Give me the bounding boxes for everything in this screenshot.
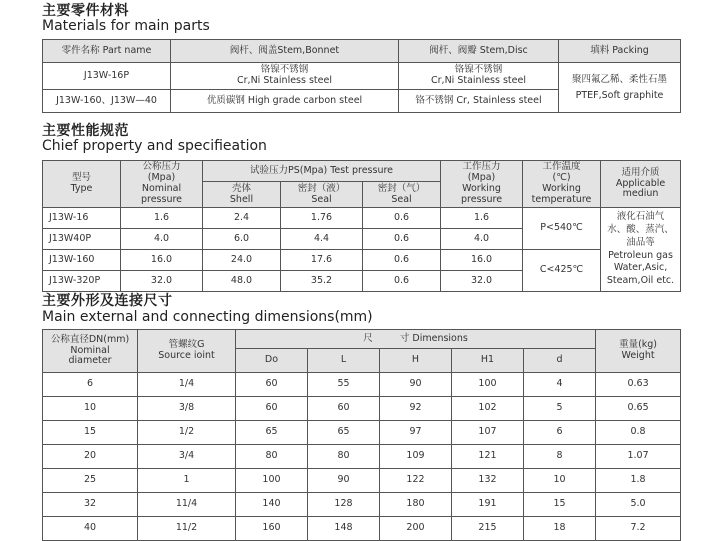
col-do: Do — [236, 349, 308, 373]
d-cell: 4 — [524, 373, 596, 397]
dimensions-header-row — [43, 330, 681, 349]
col-stem-bonnet: 阀杆、阀盖Stem,Bonnet — [171, 40, 399, 63]
do-cell: 80 — [236, 445, 308, 469]
do-cell: 140 — [236, 493, 308, 517]
materials-table — [42, 39, 681, 113]
dn-cell: 40 — [43, 517, 138, 541]
col-test-pressure: 试验压力PS(Mpa) Test pressure — [203, 161, 441, 182]
h1-cell: 100 — [452, 373, 524, 397]
property-table — [42, 160, 681, 292]
d-cell: 18 — [524, 517, 596, 541]
d-cell: 15 — [524, 493, 596, 517]
nominal-cell: 4.0 — [121, 229, 203, 250]
weight-cell: 5.0 — [596, 493, 681, 517]
seal-gas-cell: 0.6 — [363, 229, 441, 250]
seal-gas-cell: 0.6 — [363, 271, 441, 292]
col-applicable-medium: 适用介质 Applicable mediun — [601, 161, 681, 208]
disc-material-cell: 铬不锈钢 Cr, Stainless steel — [399, 90, 559, 113]
disc-material-cell: 铬镍不锈钢 Cr,Ni Stainless steel — [399, 63, 559, 90]
h1-cell: 102 — [452, 397, 524, 421]
col-d: d — [524, 349, 596, 373]
dn-cell: 15 — [43, 421, 138, 445]
h-cell: 200 — [380, 517, 452, 541]
working-cell: 16.0 — [441, 250, 523, 271]
col-h: H — [380, 349, 452, 373]
do-cell: 60 — [236, 397, 308, 421]
weight-cell: 1.07 — [596, 445, 681, 469]
weight-cell: 1.8 — [596, 469, 681, 493]
seal-gas-cell: 0.6 — [363, 208, 441, 229]
table-row — [43, 517, 681, 541]
dn-cell: 20 — [43, 445, 138, 469]
col-weight: 重量(kg) Weight — [596, 330, 681, 373]
type-cell: J13W-320P — [43, 271, 121, 292]
g-cell: 11/4 — [138, 493, 236, 517]
seal-gas-cell: 0.6 — [363, 250, 441, 271]
l-cell: 55 — [308, 373, 380, 397]
do-cell: 60 — [236, 373, 308, 397]
working-cell: 4.0 — [441, 229, 523, 250]
bonnet-material-cell: 优质碳钢 High grade carbon steel — [171, 90, 399, 113]
table-row — [43, 493, 681, 517]
type-cell: J13W-160 — [43, 250, 121, 271]
bonnet-material-cell: 铬镍不锈钢 Cr,Ni Stainless steel — [171, 63, 399, 90]
l-cell: 148 — [308, 517, 380, 541]
dn-cell: 32 — [43, 493, 138, 517]
h1-cell: 107 — [452, 421, 524, 445]
type-cell: J13W-16 — [43, 208, 121, 229]
l-cell: 65 — [308, 421, 380, 445]
col-working-pressure: 工作压力 (Mpa) Working pressure — [441, 161, 523, 208]
property-header-row — [43, 161, 681, 182]
table-row — [43, 63, 681, 90]
working-cell: 1.6 — [441, 208, 523, 229]
do-cell: 160 — [236, 517, 308, 541]
weight-cell: 0.8 — [596, 421, 681, 445]
col-part-name: 零件名称 Part name — [43, 40, 171, 63]
type-cell: J13W40P — [43, 229, 121, 250]
working-cell: 32.0 — [441, 271, 523, 292]
d-cell: 10 — [524, 469, 596, 493]
col-packing: 填料 Packing — [559, 40, 681, 63]
g-cell: 1/4 — [138, 373, 236, 397]
table-row — [43, 469, 681, 493]
l-cell: 90 — [308, 469, 380, 493]
l-cell: 80 — [308, 445, 380, 469]
seal-liquid-cell: 1.76 — [281, 208, 363, 229]
property-title-en: Chief property and specifieation — [42, 138, 267, 154]
table-row — [43, 421, 681, 445]
h-cell: 122 — [380, 469, 452, 493]
nominal-cell: 1.6 — [121, 208, 203, 229]
dimensions-title-cn: 主要外形及连接尺寸 — [42, 293, 173, 309]
col-type: 型号 Type — [43, 161, 121, 208]
d-cell: 5 — [524, 397, 596, 421]
dn-cell: 6 — [43, 373, 138, 397]
d-cell: 8 — [524, 445, 596, 469]
col-source-joint: 管螺纹G Source ioint — [138, 330, 236, 373]
h1-cell: 121 — [452, 445, 524, 469]
g-cell: 1/2 — [138, 421, 236, 445]
seal-liquid-cell: 35.2 — [281, 271, 363, 292]
g-cell: 3/4 — [138, 445, 236, 469]
dn-cell: 10 — [43, 397, 138, 421]
col-seal-liquid: 密封（液） Seal — [281, 182, 363, 208]
h1-cell: 132 — [452, 469, 524, 493]
dimensions-title-en: Main external and connecting dimensions(mm) — [42, 309, 373, 325]
h1-cell: 191 — [452, 493, 524, 517]
h-cell: 97 — [380, 421, 452, 445]
medium-cell: 液化石油气 水、酸、蒸汽、 油品等 Petroleun gas Water,Asic, Steam,Oil etc. — [601, 208, 681, 292]
shell-cell: 48.0 — [203, 271, 281, 292]
dn-cell: 25 — [43, 469, 138, 493]
col-nominal-pressure: 公称压力 (Mpa) Nominal pressure — [121, 161, 203, 208]
weight-cell: 0.65 — [596, 397, 681, 421]
col-shell: 壳体 Shell — [203, 182, 281, 208]
h1-cell: 215 — [452, 517, 524, 541]
col-dimensions: 尺 寸 Dimensions — [236, 330, 596, 349]
d-cell: 6 — [524, 421, 596, 445]
h-cell: 180 — [380, 493, 452, 517]
temperature-cell: C<425℃ — [523, 250, 601, 292]
table-row — [43, 250, 681, 271]
h-cell: 109 — [380, 445, 452, 469]
shell-cell: 24.0 — [203, 250, 281, 271]
table-row — [43, 373, 681, 397]
l-cell: 60 — [308, 397, 380, 421]
h-cell: 92 — [380, 397, 452, 421]
g-cell: 3/8 — [138, 397, 236, 421]
seal-liquid-cell: 4.4 — [281, 229, 363, 250]
temperature-cell: P<540℃ — [523, 208, 601, 250]
packing-material-cell: 聚四氟乙稀、柔性石墨 PTEF,Soft graphite — [559, 63, 681, 113]
weight-cell: 7.2 — [596, 517, 681, 541]
table-row — [43, 397, 681, 421]
h-cell: 90 — [380, 373, 452, 397]
nominal-cell: 32.0 — [121, 271, 203, 292]
nominal-cell: 16.0 — [121, 250, 203, 271]
l-cell: 128 — [308, 493, 380, 517]
do-cell: 65 — [236, 421, 308, 445]
weight-cell: 0.63 — [596, 373, 681, 397]
col-l: L — [308, 349, 380, 373]
part-name-cell: J13W-16P — [43, 63, 171, 90]
part-name-cell: J13W-160、J13W—40 — [43, 90, 171, 113]
g-cell: 11/2 — [138, 517, 236, 541]
do-cell: 100 — [236, 469, 308, 493]
table-row — [43, 208, 681, 229]
g-cell: 1 — [138, 469, 236, 493]
col-nominal-diameter: 公称直径DN(mm) Nominal diameter — [43, 330, 138, 373]
property-title-cn: 主要性能规范 — [42, 123, 129, 139]
materials-header-row — [43, 40, 681, 63]
table-row — [43, 445, 681, 469]
dimensions-table — [42, 329, 681, 541]
seal-liquid-cell: 17.6 — [281, 250, 363, 271]
materials-title-en: Materials for main parts — [42, 18, 210, 34]
col-working-temperature: 工作温度 (℃) Working temperature — [523, 161, 601, 208]
col-stem-disc: 阀杆、阀瓣 Stem,Disc — [399, 40, 559, 63]
materials-title-cn: 主要零件材料 — [42, 3, 129, 19]
shell-cell: 6.0 — [203, 229, 281, 250]
col-seal-gas: 密封（气） Seal — [363, 182, 441, 208]
shell-cell: 2.4 — [203, 208, 281, 229]
col-h1: H1 — [452, 349, 524, 373]
